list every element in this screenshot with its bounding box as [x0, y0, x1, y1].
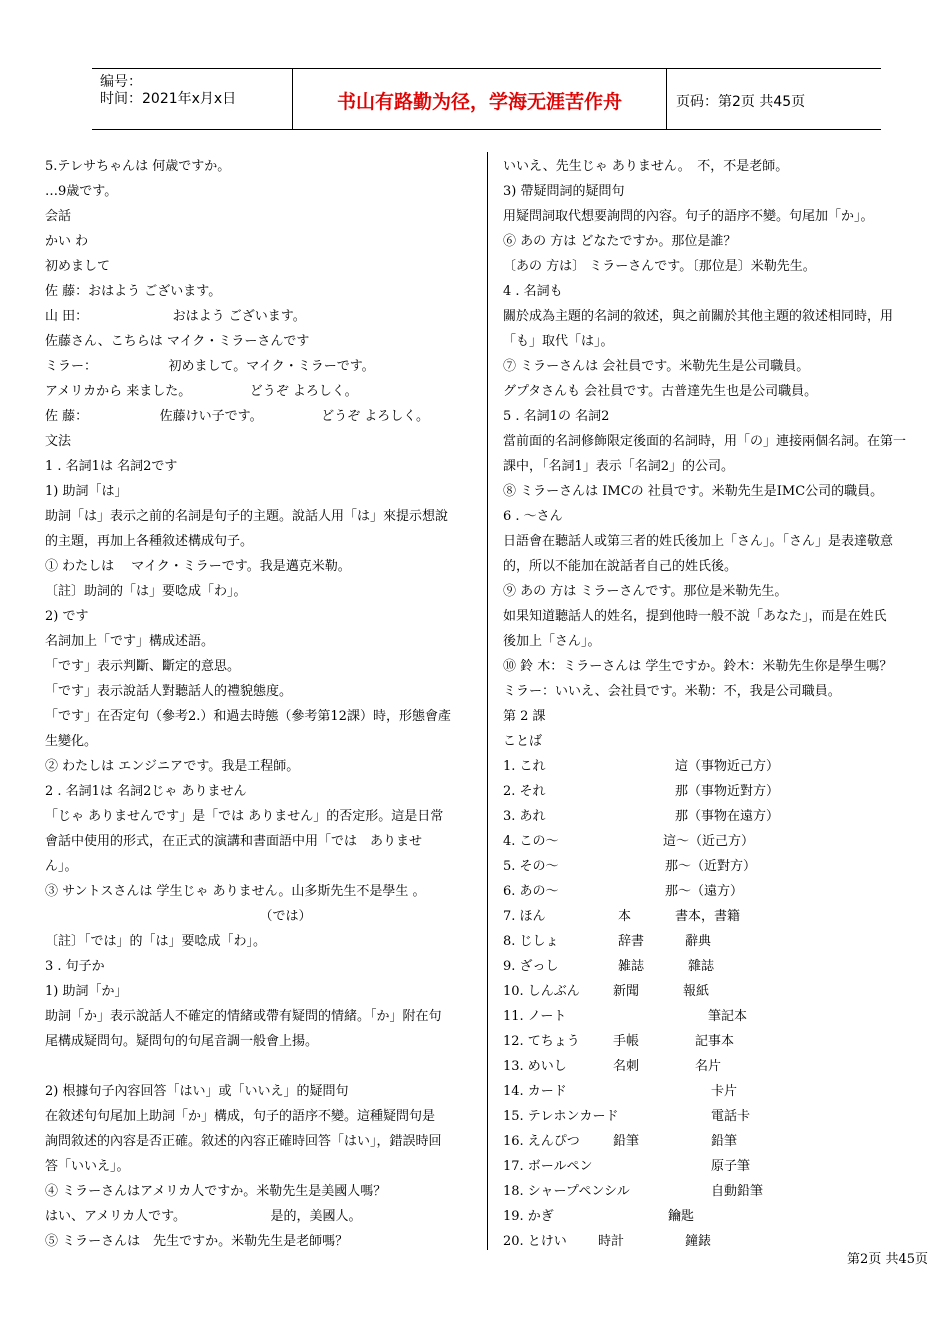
- text-line: 2 . 名詞1は 名詞2じゃ ありません: [45, 784, 247, 799]
- vocab-term: 8. じしょ: [503, 934, 559, 949]
- vocab-term: 4. この～: [503, 834, 559, 849]
- text-line: ⑦ ミラーさんは 会社員です。米勒先生是公司職員。: [503, 359, 810, 374]
- vocab-kanji: 手帳: [613, 1034, 640, 1049]
- text-line: ⑧ ミラーさんは IMCの 社員です。米勒先生是IMC公司的職員。: [503, 484, 884, 499]
- text-line: ② わたしは エンジニアです。我是工程師。: [45, 759, 300, 774]
- vocab-row: [503, 779, 933, 804]
- text-line: 3 . 句子か: [45, 959, 105, 974]
- vocab-meaning: 鑰匙: [668, 1209, 695, 1224]
- text-line: ⑩ 鈴 木：ミラーさんは 学生ですか。鈴木：米勒先生你是學生嗎？: [503, 659, 893, 674]
- text-line: グプタさんも 会社員です。古普達先生也是公司職員。: [503, 384, 818, 399]
- text-line: いいえ、先生じゃ ありません。 不，不是老師。: [503, 159, 789, 174]
- text-line: 助詞「は」表示之前的名詞是句子的主題。說話人用「は」來提示想說: [45, 509, 449, 524]
- footer-page-info: 第2页 共45页: [847, 1252, 928, 1267]
- vocab-row: [503, 1079, 933, 1104]
- vocab-term: 18. シャープペンシル: [503, 1184, 630, 1199]
- vocab-row: [503, 754, 933, 779]
- vocab-row: [503, 1054, 933, 1079]
- text-line: [45, 1054, 477, 1079]
- vocab-row: [503, 829, 933, 854]
- text-line: 佐 藤：おはよう ございます。: [45, 284, 222, 299]
- vocab-kanji: 新聞: [613, 984, 640, 999]
- vocab-term: 10. しんぶん: [503, 984, 580, 999]
- text-line: ① わたしは マイク・ミラーです。我是邁克米勒。: [45, 559, 351, 574]
- header-meta-cell: [92, 69, 292, 129]
- vocab-meaning: 名片: [695, 1059, 722, 1074]
- right-text-column: [503, 154, 933, 1254]
- vocab-term: 20. とけい: [503, 1234, 567, 1249]
- vocab-meaning: 那～（近對方）: [665, 859, 757, 874]
- text-line: 在敘述句句尾加上助詞「か」構成，句子的語序不變。這種疑問句是: [45, 1109, 436, 1124]
- text-line: 「です」表示判斷、斷定的意思。: [45, 659, 241, 674]
- vocab-term: 1. これ: [503, 759, 546, 774]
- text-line: 〔註〕助詞的「は」要唸成「わ」。: [45, 584, 247, 599]
- text-line: 6 . ～さん: [503, 509, 563, 524]
- text-line: 「です」在否定句（參考2.）和過去時態（參考第12課）時，形態會產: [45, 709, 451, 724]
- vocab-kanji: 辞書: [618, 934, 645, 949]
- vocab-term: 17. ボールペン: [503, 1159, 593, 1174]
- vocab-row: [503, 1004, 933, 1029]
- text-line: 〔あの 方は〕 ミラーさんです。〔那位是〕米勒先生。: [503, 259, 816, 274]
- vocab-meaning: 這～（近己方）: [663, 834, 755, 849]
- vocab-meaning: 那～（遠方）: [665, 884, 744, 899]
- vocab-row: [503, 879, 933, 904]
- text-line: はい、アメリカ人です。 是的，美國人。: [45, 1209, 362, 1224]
- text-line: 會話中使用的形式，在正式的演講和書面語中用「では ありませ: [45, 834, 423, 849]
- vocab-meaning: 自動鉛筆: [711, 1184, 764, 1199]
- text-line: 日語會在聽話人或第三者的姓氏後加上「さん」。「さん」是表達敬意: [503, 534, 894, 549]
- text-line: 会話: [45, 209, 72, 224]
- vocab-term: 19. かぎ: [503, 1209, 554, 1224]
- vocab-meaning: 電話卡: [711, 1109, 751, 1124]
- text-line: ん」。: [45, 859, 78, 874]
- text-line: 名詞加上「です」構成述語。: [45, 634, 215, 649]
- text-line: 助詞「か」表示說話人不確定的情緒或帶有疑問的情緒。「か」附在句: [45, 1009, 442, 1024]
- number-label: 编号：: [100, 74, 142, 90]
- column-divider: [487, 152, 488, 1250]
- vocab-meaning: 卡片: [711, 1084, 738, 1099]
- motto-text: 书山有路勤为径，学海无涯苦作舟: [336, 91, 622, 113]
- text-line: ことば: [503, 734, 543, 749]
- text-line: ⑥ あの 方は どなたですか。那位是誰？: [503, 234, 737, 249]
- vocab-row: [503, 929, 933, 954]
- text-line: 詢問敘述的內容是否正確。敘述的內容正確時回答「はい」，錯誤時回: [45, 1134, 442, 1149]
- vocab-row: [503, 854, 933, 879]
- vocab-meaning: 筆記本: [708, 1009, 748, 1024]
- vocab-kanji: 名刺: [613, 1059, 640, 1074]
- text-line: 如果知道聽話人的姓名，提到他時一般不說「あなた」，而是在姓氏: [503, 609, 887, 624]
- text-line: 〔註〕「では」的「は」要唸成「わ」。: [45, 934, 267, 949]
- text-line: 初めまして: [45, 259, 111, 274]
- text-line: ③ サントスさんは 学生じゃ ありません。山多斯先生不是學生 。: [45, 884, 426, 899]
- time-label: 时间：2021年x月x日: [100, 91, 237, 107]
- vocab-row: [503, 1154, 933, 1179]
- text-line: （では）: [45, 909, 312, 924]
- vocab-meaning: 那（事物在遠方）: [675, 809, 780, 824]
- vocab-term: 5. その～: [503, 859, 559, 874]
- text-line: 「じゃ ありませんです」是「では ありません」的否定形。這是日常: [45, 809, 444, 824]
- vocab-row: [503, 1204, 933, 1229]
- text-line: 生變化。: [45, 734, 98, 749]
- vocab-term: 3. あれ: [503, 809, 546, 824]
- text-line: ミラー：いいえ、会社員です。米勒：不，我是公司職員。: [503, 684, 841, 699]
- vocab-row: [503, 954, 933, 979]
- text-line: 「も」取代「は」。: [503, 334, 614, 349]
- text-line: 後加上「さん」。: [503, 634, 601, 649]
- vocab-meaning: 這（事物近己方）: [675, 759, 780, 774]
- vocab-row: [503, 1029, 933, 1054]
- vocab-kanji: 鉛筆: [613, 1134, 640, 1149]
- vocab-row: [503, 979, 933, 1004]
- text-line: 課中，「名詞1」表示「名詞2」的公司。: [503, 459, 735, 474]
- text-line: 文法: [45, 434, 72, 449]
- text-line: 1) 助詞「は」: [45, 484, 128, 499]
- header-page-cell: [666, 69, 881, 129]
- text-line: 的，所以不能加在說話者自己的姓氏後。: [503, 559, 738, 574]
- vocab-meaning: 報紙: [683, 984, 710, 999]
- vocab-meaning: 辭典: [685, 934, 712, 949]
- vocab-kanji: 雑誌: [618, 959, 645, 974]
- text-line: ④ ミラーさんはアメリカ人ですか。米勒先生是美國人嗎？: [45, 1184, 387, 1199]
- vocab-meaning: 記事本: [695, 1034, 735, 1049]
- vocab-meaning: 鐘錶: [685, 1234, 712, 1249]
- text-line: ミラー： 初めまして。マイク・ミラーです。: [45, 359, 375, 374]
- text-line: かい わ: [45, 234, 89, 249]
- text-line: 4 . 名詞も: [503, 284, 563, 299]
- vocab-row: [503, 1104, 933, 1129]
- text-line: 答「いいえ」。: [45, 1159, 130, 1174]
- vocab-term: 12. てちょう: [503, 1034, 580, 1049]
- text-line: 第 2 課: [503, 709, 546, 724]
- text-line: 2) 根據句子內容回答「はい」或「いいえ」的疑問句: [45, 1084, 349, 1099]
- text-line: 2) です: [45, 609, 89, 624]
- text-line: 佐藤さん、こちらは マイク・ミラーさんです: [45, 334, 310, 349]
- text-line: 3) 帶疑問詞的疑問句: [503, 184, 625, 199]
- vocab-term: 14. カード: [503, 1084, 567, 1099]
- text-line: 的主題，再加上各種敘述構成句子。: [45, 534, 254, 549]
- text-line: 關於成為主題的名詞的敘述，與之前關於其他主題的敘述相同時，用: [503, 309, 894, 324]
- text-line: 尾構成疑問句。疑問句的句尾音調一般會上揚。: [45, 1034, 319, 1049]
- text-line: アメリカから 来ました。 どうぞ よろしく。: [45, 384, 358, 399]
- text-line: 山 田： おはよう ございます。: [45, 309, 306, 324]
- text-line: ⑨ あの 方は ミラーさんです。那位是米勒先生。: [503, 584, 788, 599]
- vocab-term: 16. えんぴつ: [503, 1134, 580, 1149]
- text-line: 1 . 名詞1は 名詞2です: [45, 459, 178, 474]
- text-line: 5.テレサちゃんは 何歳ですか。: [45, 159, 231, 174]
- vocab-term: 6. あの～: [503, 884, 559, 899]
- text-line: …9歳です。: [45, 184, 118, 199]
- vocab-meaning: 書本，書籍: [675, 909, 741, 924]
- vocab-meaning: 原子筆: [711, 1159, 751, 1174]
- vocab-term: 9. ざっし: [503, 959, 559, 974]
- text-line: 5 . 名詞1の 名詞2: [503, 409, 610, 424]
- document-header: [92, 68, 881, 130]
- vocab-row: [503, 804, 933, 829]
- vocab-term: 7. ほん: [503, 909, 546, 924]
- vocab-meaning: 雜誌: [688, 959, 715, 974]
- vocab-term: 15. テレホンカード: [503, 1109, 619, 1124]
- text-line: 佐 藤： 佐藤けい子です。 どうぞ よろしく。: [45, 409, 429, 424]
- vocab-kanji: 本: [618, 909, 632, 924]
- text-line: 「です」表示說話人對聽話人的禮貌態度。: [45, 684, 293, 699]
- text-line: 當前面的名詞修飾限定後面的名詞時，用「の」連接兩個名詞。在第一: [503, 434, 907, 449]
- vocab-meaning: 那（事物近對方）: [675, 784, 780, 799]
- vocab-meaning: 鉛筆: [711, 1134, 738, 1149]
- vocab-row: [503, 1179, 933, 1204]
- vocab-kanji: 時計: [598, 1234, 625, 1249]
- vocab-row: [503, 904, 933, 929]
- vocab-row: [503, 1129, 933, 1154]
- vocab-term: 13. めいし: [503, 1059, 567, 1074]
- vocab-term: 2. それ: [503, 784, 546, 799]
- text-line: 用疑問詞取代想要詢問的內容。句子的語序不變。句尾加「か」。: [503, 209, 874, 224]
- page-info: 页码：第2页 共45页: [676, 94, 806, 110]
- header-motto-cell: [292, 69, 667, 129]
- left-text-column: [45, 154, 477, 1254]
- vocab-term: 11. ノート: [503, 1009, 567, 1024]
- text-line: ⑤ ミラーさんは 先生ですか。米勒先生是老師嗎？: [45, 1234, 349, 1249]
- text-line: 1) 助詞「か」: [45, 984, 128, 999]
